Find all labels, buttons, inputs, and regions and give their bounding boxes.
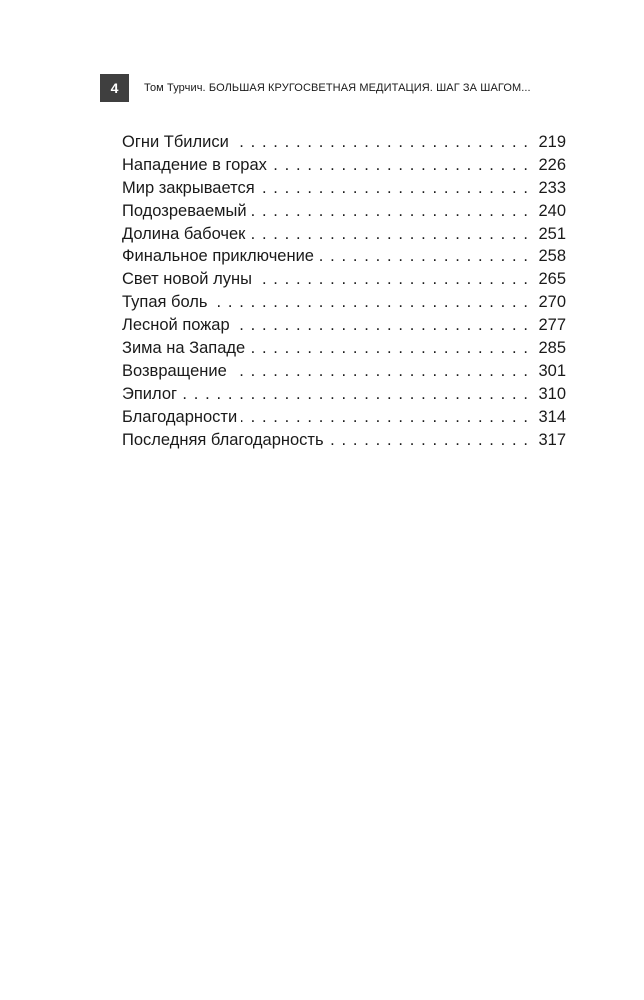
toc-entry-title: Свет новой луны: [122, 270, 252, 289]
toc-leader-dots: [328, 429, 528, 452]
toc-entry-title: Финальное приключение: [122, 247, 314, 266]
toc-leader-dots: [212, 291, 528, 314]
toc-leader-dots: [233, 131, 528, 154]
toc-leader-dots: [231, 360, 528, 383]
toc-entry: [122, 200, 566, 223]
toc-entry-page: 310: [538, 384, 566, 403]
toc-entry-title: Последняя благодарность: [122, 430, 324, 449]
toc-entry-title: Мир закрывается: [122, 178, 255, 197]
toc-entry-title: Подозреваемый: [122, 201, 247, 220]
toc-leader-dots: [181, 383, 528, 406]
toc-entry-page: 317: [538, 430, 566, 449]
toc-entry-title: Зима на Западе: [122, 339, 246, 358]
toc-entry-title: Благодарности: [122, 407, 238, 426]
toc-entry: [122, 131, 566, 154]
toc-entry-page: 277: [538, 316, 566, 335]
toc-leader-dots: [251, 200, 528, 223]
toc-entry-page: 258: [538, 247, 566, 266]
toc-entry: [122, 291, 566, 314]
toc-entry-title: Эпилог: [122, 384, 178, 403]
toc-entry-page: 251: [538, 224, 566, 243]
page-number-badge: 4: [100, 74, 129, 102]
toc-entry-page: 285: [538, 339, 566, 358]
toc-entry: [122, 429, 566, 452]
toc-leader-dots: [249, 223, 528, 246]
toc-leader-dots: [249, 337, 528, 360]
table-of-contents: [122, 131, 566, 451]
toc-entry-page: 301: [538, 361, 566, 380]
toc-entry-page: 265: [538, 270, 566, 289]
toc-entry-page: 240: [538, 201, 566, 220]
running-head: Том Турчич. БОЛЬШАЯ КРУГОСВЕТНАЯ МЕДИТАЦИЯ. ШАГ ЗА ШАГОМ...: [144, 82, 531, 94]
toc-entry: [122, 406, 566, 429]
page-header: [100, 74, 531, 102]
toc-entry-title: Долина бабочек: [122, 224, 246, 243]
toc-leader-dots: [256, 268, 528, 291]
toc-entry-title: Возвращение: [122, 361, 227, 380]
toc-entry: [122, 337, 566, 360]
toc-entry: [122, 314, 566, 337]
toc-leader-dots: [241, 406, 528, 429]
toc-entry: [122, 268, 566, 291]
toc-leader-dots: [259, 177, 528, 200]
toc-entry-title: Лесной пожар: [122, 316, 230, 335]
toc-entry-title: Тупая боль: [122, 293, 208, 312]
toc-entry: [122, 177, 566, 200]
toc-entry-page: 270: [538, 293, 566, 312]
toc-entry: [122, 383, 566, 406]
toc-entry: [122, 245, 566, 268]
toc-entry-title: Огни Тбилиси: [122, 133, 229, 151]
toc-entry-page: 219: [538, 133, 566, 151]
toc-entry-page: 233: [538, 178, 566, 197]
toc-entry: [122, 223, 566, 246]
toc-entry: [122, 154, 566, 177]
toc-leader-dots: [271, 154, 528, 177]
toc-entry: [122, 360, 566, 383]
toc-entry-page: 226: [538, 155, 566, 174]
toc-leader-dots: [318, 245, 528, 268]
toc-leader-dots: [234, 314, 528, 337]
toc-entry-title: Нападение в горах: [122, 155, 267, 174]
toc-entry-page: 314: [538, 407, 566, 426]
